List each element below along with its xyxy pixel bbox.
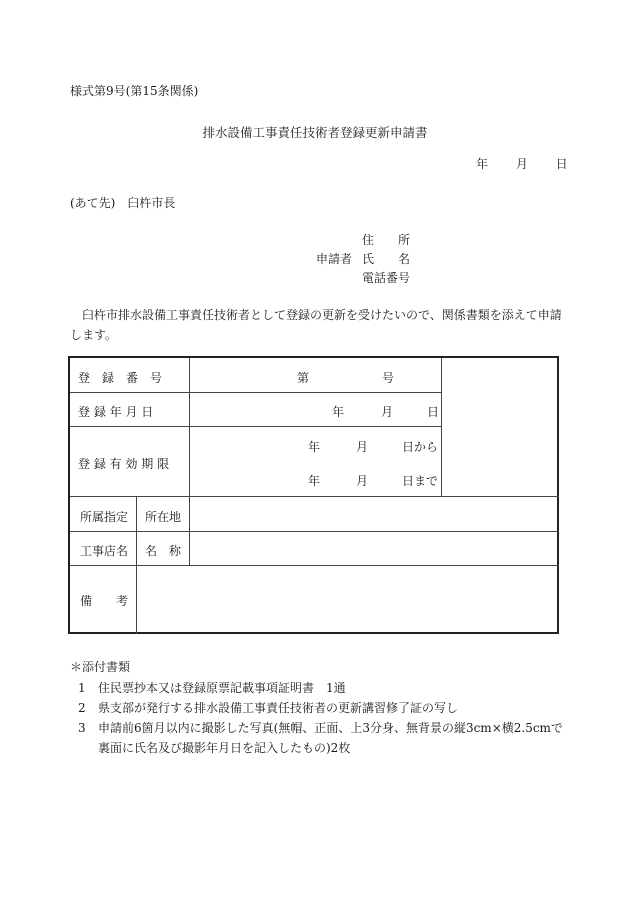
application-statement: 臼杵市排水設備工事責任技術者として登録の更新を受けたいので、関係書類を添えて申請します。 — [70, 308, 562, 342]
shop-label: 工事店名 — [80, 544, 129, 558]
reg-date-day: 日 — [427, 405, 440, 419]
attachments-list — [78, 678, 568, 758]
form-number: 様式第9号(第15条関係) — [70, 84, 199, 98]
location-label: 所在地 — [145, 510, 182, 524]
date-day: 日 — [555, 157, 568, 171]
addressee: (あて先) 臼杵市長 — [70, 196, 176, 210]
list-item: 1 住民票抄本又は登録原票記載事項証明書 1通 — [78, 681, 346, 695]
list-item: 3 申請前6箇月以内に撮影した写真(無帽、正面、上3分身、無背景の縦3cm×横2.5cmで裏面に氏名及び撮影年月日を記入したもの)2枚 — [78, 721, 563, 755]
reg-date-month: 月 — [381, 405, 394, 419]
date-year: 年 — [476, 157, 489, 171]
validity-to-day: 日まで — [402, 474, 439, 488]
reg-number-prefix: 第 — [297, 371, 310, 385]
applicant-phone-label: 電話番号 — [362, 271, 411, 285]
validity-from-day: 日から — [402, 440, 439, 454]
validity-to-month: 月 — [356, 474, 369, 488]
shop-name-label: 名 称 — [145, 544, 182, 558]
reg-number-label: 登 録 番 号 — [78, 371, 163, 385]
reg-number-suffix: 号 — [382, 371, 395, 385]
applicant-name-label: 氏 名 — [362, 252, 411, 266]
document-title: 排水設備工事責任技術者登録更新申請書 — [202, 125, 428, 140]
validity-label: 登 録 有 効 期 限 — [78, 457, 170, 471]
applicant-block — [316, 231, 422, 288]
applicant-address-label: 住 所 — [362, 233, 411, 247]
affiliation-label: 所属指定 — [80, 510, 129, 524]
reg-date-year: 年 — [332, 405, 345, 419]
applicant-label: 申請者 — [316, 252, 353, 266]
reg-date-label: 登 録 年 月 日 — [78, 405, 154, 419]
list-item: 2 県支部が発行する排水設備工事責任技術者の更新講習修了証の写し — [78, 701, 459, 715]
validity-from-month: 月 — [356, 440, 369, 454]
validity-to-year: 年 — [308, 474, 321, 488]
validity-from-year: 年 — [308, 440, 321, 454]
application-table — [68, 356, 559, 634]
remarks-label: 備 考 — [80, 594, 129, 608]
submission-date — [476, 155, 568, 172]
attachments-heading: ＊添付書類 — [70, 660, 131, 674]
date-month: 月 — [515, 157, 528, 171]
